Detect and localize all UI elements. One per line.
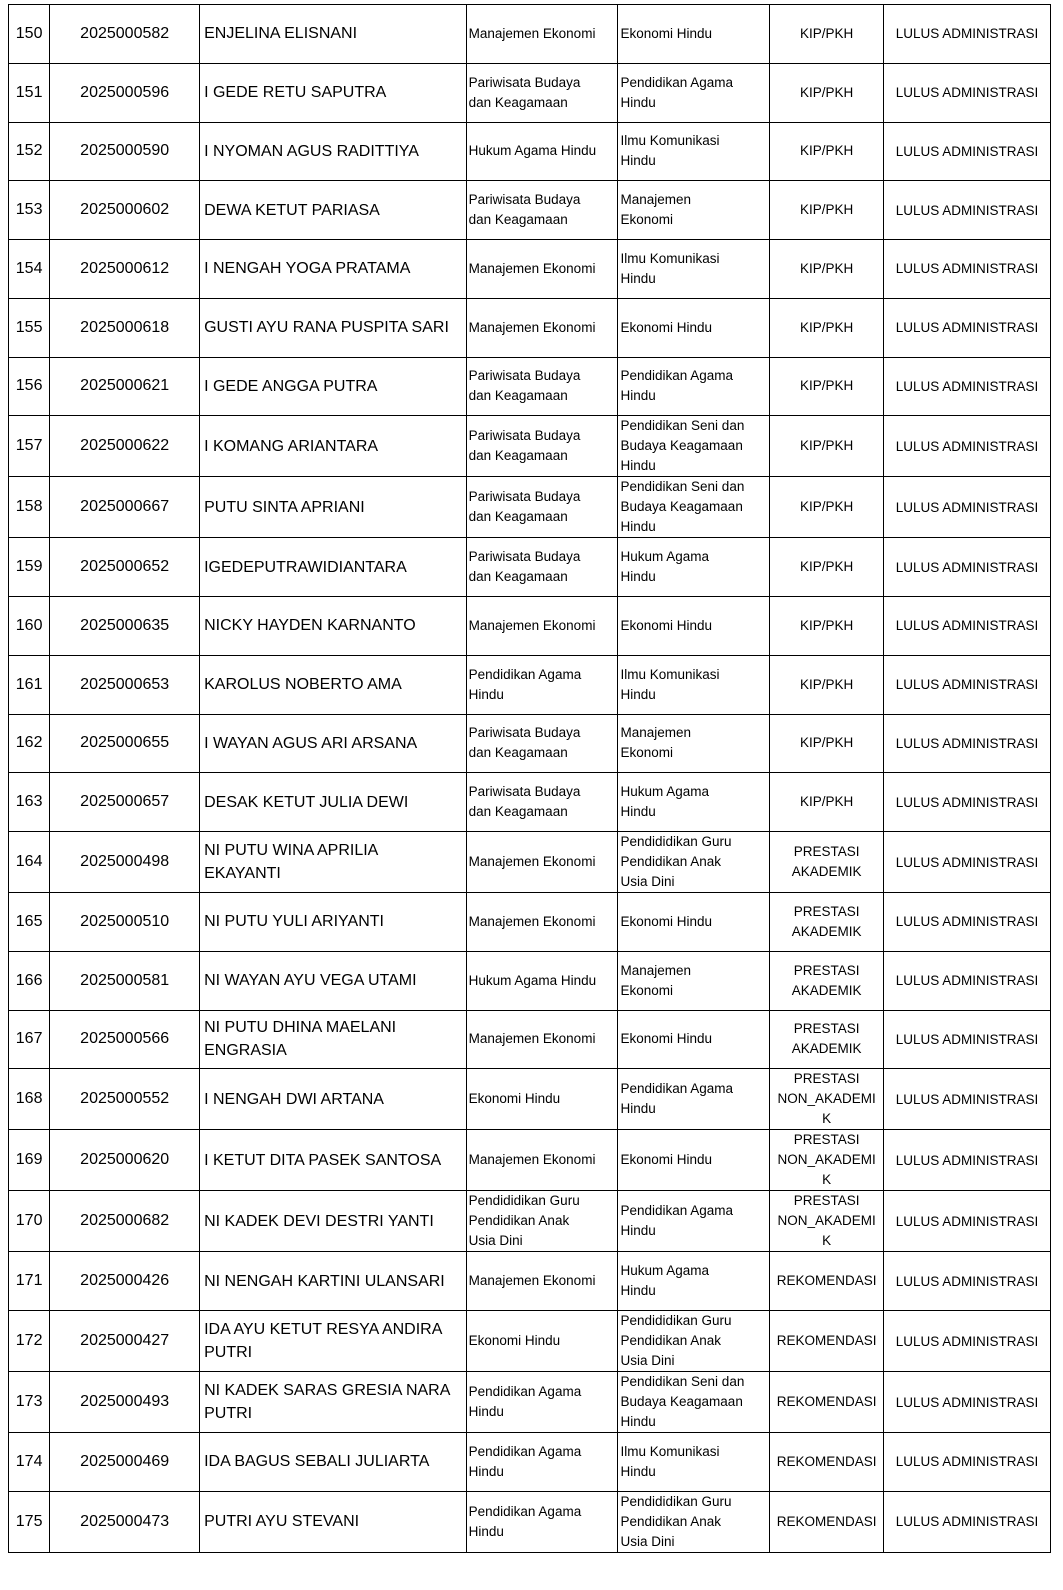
first-choice-program: Pariwisata Budaya dan Keagamaan bbox=[466, 416, 618, 477]
status-cell: LULUS ADMINISTRASI bbox=[883, 655, 1050, 714]
row-number: 157 bbox=[9, 416, 50, 477]
participant-name: IDA AYU KETUT RESYA ANDIRA PUTRI bbox=[200, 1311, 467, 1372]
first-choice-program: Pendidikan Agama Hindu bbox=[466, 1491, 618, 1552]
second-choice-program: Ilmu Komunikasi Hindu bbox=[618, 122, 770, 181]
admission-track: KIP/PKH bbox=[770, 5, 884, 64]
second-choice-program: Ekonomi Hindu bbox=[618, 893, 770, 952]
admission-track: REKOMENDASI bbox=[770, 1372, 884, 1433]
row-number: 162 bbox=[9, 714, 50, 773]
participant-name: ENJELINA ELISNANI bbox=[200, 5, 467, 64]
status-cell: LULUS ADMINISTRASI bbox=[883, 1010, 1050, 1069]
first-choice-program: Pariwisata Budaya dan Keagamaan bbox=[466, 357, 618, 416]
first-choice-program: Pendidikan Agama Hindu bbox=[466, 655, 618, 714]
row-number: 171 bbox=[9, 1252, 50, 1311]
table-row bbox=[9, 655, 1051, 714]
first-choice-program: Ekonomi Hindu bbox=[466, 1311, 618, 1372]
row-number: 150 bbox=[9, 5, 50, 64]
first-choice-program: Manajemen Ekonomi bbox=[466, 5, 618, 64]
registration-number: 2025000581 bbox=[50, 951, 200, 1010]
row-number: 163 bbox=[9, 773, 50, 832]
row-number: 173 bbox=[9, 1372, 50, 1433]
first-choice-program: Pendididikan Guru Pendidikan Anak Usia Dini bbox=[466, 1191, 618, 1252]
participant-name: NICKY HAYDEN KARNANTO bbox=[200, 597, 467, 656]
registration-number: 2025000582 bbox=[50, 5, 200, 64]
table-row bbox=[9, 773, 1051, 832]
second-choice-program: Pendidikan Seni dan Budaya Keagamaan Hindu bbox=[618, 477, 770, 538]
registration-number: 2025000652 bbox=[50, 538, 200, 597]
status-cell: LULUS ADMINISTRASI bbox=[883, 597, 1050, 656]
first-choice-program: Manajemen Ekonomi bbox=[466, 298, 618, 357]
first-choice-program: Manajemen Ekonomi bbox=[466, 893, 618, 952]
first-choice-program: Pariwisata Budaya dan Keagamaan bbox=[466, 63, 618, 122]
first-choice-program: Pariwisata Budaya dan Keagamaan bbox=[466, 538, 618, 597]
status-cell: LULUS ADMINISTRASI bbox=[883, 240, 1050, 299]
second-choice-program: Ekonomi Hindu bbox=[618, 1130, 770, 1191]
participant-name: KAROLUS NOBERTO AMA bbox=[200, 655, 467, 714]
registration-number: 2025000612 bbox=[50, 240, 200, 299]
table-row bbox=[9, 832, 1051, 893]
admission-track: KIP/PKH bbox=[770, 357, 884, 416]
table-row bbox=[9, 357, 1051, 416]
row-number: 170 bbox=[9, 1191, 50, 1252]
admission-track: PRESTASI AKADEMIK bbox=[770, 893, 884, 952]
participant-name: I GEDE ANGGA PUTRA bbox=[200, 357, 467, 416]
registration-number: 2025000682 bbox=[50, 1191, 200, 1252]
status-cell: LULUS ADMINISTRASI bbox=[883, 1433, 1050, 1492]
status-cell: LULUS ADMINISTRASI bbox=[883, 298, 1050, 357]
status-cell: LULUS ADMINISTRASI bbox=[883, 1252, 1050, 1311]
second-choice-program: Pendididikan Guru Pendidikan Anak Usia Dini bbox=[618, 1491, 770, 1552]
row-number: 158 bbox=[9, 477, 50, 538]
admission-track: PRESTASI AKADEMIK bbox=[770, 951, 884, 1010]
participant-name: I WAYAN AGUS ARI ARSANA bbox=[200, 714, 467, 773]
row-number: 152 bbox=[9, 122, 50, 181]
table-row bbox=[9, 1069, 1051, 1130]
participant-name: NI PUTU WINA APRILIA EKAYANTI bbox=[200, 832, 467, 893]
second-choice-program: Pendididikan Guru Pendidikan Anak Usia Dini bbox=[618, 1311, 770, 1372]
table-row bbox=[9, 122, 1051, 181]
registration-number: 2025000667 bbox=[50, 477, 200, 538]
admission-track: KIP/PKH bbox=[770, 597, 884, 656]
second-choice-program: Pendidikan Agama Hindu bbox=[618, 357, 770, 416]
registration-number: 2025000635 bbox=[50, 597, 200, 656]
participant-name: NI NENGAH KARTINI ULANSARI bbox=[200, 1252, 467, 1311]
registration-number: 2025000473 bbox=[50, 1491, 200, 1552]
table-row bbox=[9, 893, 1051, 952]
admission-track: REKOMENDASI bbox=[770, 1491, 884, 1552]
table-row bbox=[9, 477, 1051, 538]
registration-number: 2025000469 bbox=[50, 1433, 200, 1492]
status-cell: LULUS ADMINISTRASI bbox=[883, 538, 1050, 597]
second-choice-program: Pendidikan Seni dan Budaya Keagamaan Hindu bbox=[618, 1372, 770, 1433]
registration-number: 2025000493 bbox=[50, 1372, 200, 1433]
first-choice-program: Manajemen Ekonomi bbox=[466, 1130, 618, 1191]
admission-track: REKOMENDASI bbox=[770, 1311, 884, 1372]
row-number: 154 bbox=[9, 240, 50, 299]
row-number: 155 bbox=[9, 298, 50, 357]
table-row bbox=[9, 1372, 1051, 1433]
row-number: 175 bbox=[9, 1491, 50, 1552]
status-cell: LULUS ADMINISTRASI bbox=[883, 893, 1050, 952]
participant-name: I NYOMAN AGUS RADITTIYA bbox=[200, 122, 467, 181]
row-number: 156 bbox=[9, 357, 50, 416]
registration-number: 2025000427 bbox=[50, 1311, 200, 1372]
admission-track: KIP/PKH bbox=[770, 63, 884, 122]
status-cell: LULUS ADMINISTRASI bbox=[883, 1130, 1050, 1191]
second-choice-program: Pendidikan Agama Hindu bbox=[618, 1069, 770, 1130]
status-cell: LULUS ADMINISTRASI bbox=[883, 1191, 1050, 1252]
status-cell: LULUS ADMINISTRASI bbox=[883, 1372, 1050, 1433]
admission-track: KIP/PKH bbox=[770, 714, 884, 773]
registration-number: 2025000566 bbox=[50, 1010, 200, 1069]
row-number: 153 bbox=[9, 181, 50, 240]
row-number: 166 bbox=[9, 951, 50, 1010]
participant-name: IDA BAGUS SEBALI JULIARTA bbox=[200, 1433, 467, 1492]
second-choice-program: Ilmu Komunikasi Hindu bbox=[618, 1433, 770, 1492]
table-row bbox=[9, 1191, 1051, 1252]
first-choice-program: Pariwisata Budaya dan Keagamaan bbox=[466, 773, 618, 832]
table-row bbox=[9, 5, 1051, 64]
row-number: 159 bbox=[9, 538, 50, 597]
participant-name: DEWA KETUT PARIASA bbox=[200, 181, 467, 240]
registration-number: 2025000590 bbox=[50, 122, 200, 181]
participant-name: NI PUTU DHINA MAELANI ENGRASIA bbox=[200, 1010, 467, 1069]
admission-track: PRESTASI AKADEMIK bbox=[770, 1010, 884, 1069]
admission-track: KIP/PKH bbox=[770, 655, 884, 714]
second-choice-program: Ekonomi Hindu bbox=[618, 597, 770, 656]
status-cell: LULUS ADMINISTRASI bbox=[883, 5, 1050, 64]
admission-track: KIP/PKH bbox=[770, 240, 884, 299]
row-number: 168 bbox=[9, 1069, 50, 1130]
second-choice-program: Pendidikan Agama Hindu bbox=[618, 1191, 770, 1252]
second-choice-program: Manajemen Ekonomi bbox=[618, 714, 770, 773]
participant-name: IGEDEPUTRAWIDIANTARA bbox=[200, 538, 467, 597]
table-row bbox=[9, 1130, 1051, 1191]
results-table-body bbox=[9, 5, 1051, 1553]
table-row bbox=[9, 240, 1051, 299]
status-cell: LULUS ADMINISTRASI bbox=[883, 1069, 1050, 1130]
status-cell: LULUS ADMINISTRASI bbox=[883, 63, 1050, 122]
status-cell: LULUS ADMINISTRASI bbox=[883, 773, 1050, 832]
table-row bbox=[9, 181, 1051, 240]
participant-name: I KOMANG ARIANTARA bbox=[200, 416, 467, 477]
registration-number: 2025000552 bbox=[50, 1069, 200, 1130]
status-cell: LULUS ADMINISTRASI bbox=[883, 714, 1050, 773]
table-row bbox=[9, 951, 1051, 1010]
registration-number: 2025000498 bbox=[50, 832, 200, 893]
second-choice-program: Hukum Agama Hindu bbox=[618, 1252, 770, 1311]
participant-name: PUTRI AYU STEVANI bbox=[200, 1491, 467, 1552]
row-number: 165 bbox=[9, 893, 50, 952]
status-cell: LULUS ADMINISTRASI bbox=[883, 1491, 1050, 1552]
admission-track: KIP/PKH bbox=[770, 538, 884, 597]
table-row bbox=[9, 1433, 1051, 1492]
registration-number: 2025000653 bbox=[50, 655, 200, 714]
first-choice-program: Manajemen Ekonomi bbox=[466, 597, 618, 656]
table-row bbox=[9, 416, 1051, 477]
second-choice-program: Ekonomi Hindu bbox=[618, 5, 770, 64]
table-row bbox=[9, 298, 1051, 357]
admission-track: REKOMENDASI bbox=[770, 1433, 884, 1492]
second-choice-program: Pendidikan Seni dan Budaya Keagamaan Hindu bbox=[618, 416, 770, 477]
status-cell: LULUS ADMINISTRASI bbox=[883, 1311, 1050, 1372]
second-choice-program: Pendidikan Agama Hindu bbox=[618, 63, 770, 122]
table-row bbox=[9, 714, 1051, 773]
participant-name: NI PUTU YULI ARIYANTI bbox=[200, 893, 467, 952]
row-number: 160 bbox=[9, 597, 50, 656]
admission-track: PRESTASI NON_AKADEMI K bbox=[770, 1069, 884, 1130]
admission-track: KIP/PKH bbox=[770, 416, 884, 477]
participant-name: GUSTI AYU RANA PUSPITA SARI bbox=[200, 298, 467, 357]
registration-number: 2025000620 bbox=[50, 1130, 200, 1191]
admission-track: KIP/PKH bbox=[770, 181, 884, 240]
table-row bbox=[9, 1311, 1051, 1372]
admission-track: PRESTASI AKADEMIK bbox=[770, 832, 884, 893]
first-choice-program: Pariwisata Budaya dan Keagamaan bbox=[466, 477, 618, 538]
registration-number: 2025000596 bbox=[50, 63, 200, 122]
participant-name: NI KADEK DEVI DESTRI YANTI bbox=[200, 1191, 467, 1252]
row-number: 169 bbox=[9, 1130, 50, 1191]
row-number: 172 bbox=[9, 1311, 50, 1372]
second-choice-program: Hukum Agama Hindu bbox=[618, 538, 770, 597]
first-choice-program: Manajemen Ekonomi bbox=[466, 832, 618, 893]
admission-track: KIP/PKH bbox=[770, 773, 884, 832]
second-choice-program: Manajemen Ekonomi bbox=[618, 181, 770, 240]
row-number: 174 bbox=[9, 1433, 50, 1492]
participant-name: I NENGAH DWI ARTANA bbox=[200, 1069, 467, 1130]
first-choice-program: Pendidikan Agama Hindu bbox=[466, 1433, 618, 1492]
registration-number: 2025000657 bbox=[50, 773, 200, 832]
status-cell: LULUS ADMINISTRASI bbox=[883, 416, 1050, 477]
results-table bbox=[8, 4, 1051, 1553]
first-choice-program: Hukum Agama Hindu bbox=[466, 122, 618, 181]
row-number: 164 bbox=[9, 832, 50, 893]
admission-track: KIP/PKH bbox=[770, 477, 884, 538]
table-row bbox=[9, 597, 1051, 656]
second-choice-program: Ekonomi Hindu bbox=[618, 1010, 770, 1069]
status-cell: LULUS ADMINISTRASI bbox=[883, 951, 1050, 1010]
table-row bbox=[9, 63, 1051, 122]
second-choice-program: Ekonomi Hindu bbox=[618, 298, 770, 357]
participant-name: I NENGAH YOGA PRATAMA bbox=[200, 240, 467, 299]
admission-track: PRESTASI NON_AKADEMI K bbox=[770, 1191, 884, 1252]
second-choice-program: Manajemen Ekonomi bbox=[618, 951, 770, 1010]
status-cell: LULUS ADMINISTRASI bbox=[883, 122, 1050, 181]
row-number: 167 bbox=[9, 1010, 50, 1069]
first-choice-program: Pariwisata Budaya dan Keagamaan bbox=[466, 181, 618, 240]
registration-number: 2025000622 bbox=[50, 416, 200, 477]
participant-name: I GEDE RETU SAPUTRA bbox=[200, 63, 467, 122]
first-choice-program: Hukum Agama Hindu bbox=[466, 951, 618, 1010]
table-row bbox=[9, 1491, 1051, 1552]
registration-number: 2025000510 bbox=[50, 893, 200, 952]
registration-number: 2025000655 bbox=[50, 714, 200, 773]
second-choice-program: Ilmu Komunikasi Hindu bbox=[618, 655, 770, 714]
registration-number: 2025000618 bbox=[50, 298, 200, 357]
admission-track: KIP/PKH bbox=[770, 122, 884, 181]
status-cell: LULUS ADMINISTRASI bbox=[883, 181, 1050, 240]
status-cell: LULUS ADMINISTRASI bbox=[883, 357, 1050, 416]
participant-name: PUTU SINTA APRIANI bbox=[200, 477, 467, 538]
table-row bbox=[9, 1010, 1051, 1069]
participant-name: DESAK KETUT JULIA DEWI bbox=[200, 773, 467, 832]
registration-number: 2025000426 bbox=[50, 1252, 200, 1311]
first-choice-program: Manajemen Ekonomi bbox=[466, 1252, 618, 1311]
admission-track: KIP/PKH bbox=[770, 298, 884, 357]
registration-number: 2025000621 bbox=[50, 357, 200, 416]
registration-number: 2025000602 bbox=[50, 181, 200, 240]
second-choice-program: Pendididikan Guru Pendidikan Anak Usia Dini bbox=[618, 832, 770, 893]
first-choice-program: Manajemen Ekonomi bbox=[466, 1010, 618, 1069]
table-row bbox=[9, 538, 1051, 597]
second-choice-program: Hukum Agama Hindu bbox=[618, 773, 770, 832]
table-row bbox=[9, 1252, 1051, 1311]
row-number: 151 bbox=[9, 63, 50, 122]
first-choice-program: Pendidikan Agama Hindu bbox=[466, 1372, 618, 1433]
second-choice-program: Ilmu Komunikasi Hindu bbox=[618, 240, 770, 299]
first-choice-program: Pariwisata Budaya dan Keagamaan bbox=[466, 714, 618, 773]
status-cell: LULUS ADMINISTRASI bbox=[883, 832, 1050, 893]
participant-name: NI KADEK SARAS GRESIA NARA PUTRI bbox=[200, 1372, 467, 1433]
participant-name: NI WAYAN AYU VEGA UTAMI bbox=[200, 951, 467, 1010]
admission-track: PRESTASI NON_AKADEMI K bbox=[770, 1130, 884, 1191]
participant-name: I KETUT DITA PASEK SANTOSA bbox=[200, 1130, 467, 1191]
row-number: 161 bbox=[9, 655, 50, 714]
first-choice-program: Manajemen Ekonomi bbox=[466, 240, 618, 299]
admission-track: REKOMENDASI bbox=[770, 1252, 884, 1311]
status-cell: LULUS ADMINISTRASI bbox=[883, 477, 1050, 538]
first-choice-program: Ekonomi Hindu bbox=[466, 1069, 618, 1130]
